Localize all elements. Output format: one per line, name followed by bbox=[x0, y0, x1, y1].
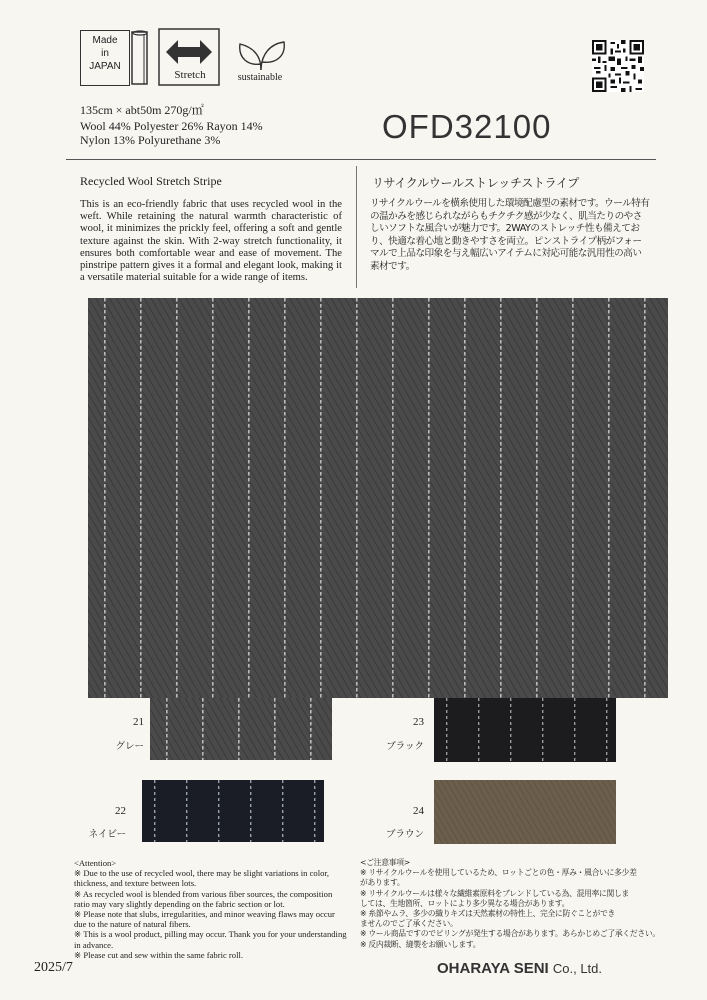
fabric-roll-icon bbox=[131, 30, 149, 86]
made-in-japan-badge bbox=[80, 30, 130, 86]
stretch-label: Stretch bbox=[174, 69, 206, 81]
composition-line-2: Nylon 13% Polyurethane 3% bbox=[80, 133, 221, 147]
company-logo bbox=[437, 960, 602, 977]
main-fabric-swatch bbox=[88, 298, 668, 698]
sustainable-label: sustainable bbox=[237, 72, 283, 83]
attention-en-line: ratio may vary slightly depending on the fabric section or lot. bbox=[74, 898, 285, 909]
attention-jp-line: ※ リサイクルウールは様々な繊維素原料をブレンドしている為、混用率に関しま bbox=[360, 888, 630, 898]
company-suffix: Co., Ltd. bbox=[552, 961, 603, 976]
attention-jp bbox=[360, 858, 660, 950]
attention-jp-line: ませんのでご了承ください。 bbox=[360, 919, 458, 929]
swatch-24-brown bbox=[434, 780, 616, 844]
composition-line-1: Wool 44% Polyester 26% Rayon 14% bbox=[80, 119, 263, 133]
made-in-line-2: in bbox=[101, 48, 109, 59]
attention-jp-line: ※ 反内裁断、縫製をお願いします。 bbox=[360, 939, 481, 949]
attention-en-line: in advance. bbox=[74, 939, 114, 950]
attention-en-line: ※ As recycled wool is blended from various fiber sources, the composition bbox=[74, 888, 333, 899]
attention-en-line: ※ Due to the use of recycled wool, there may be slight variations in color, bbox=[74, 868, 330, 879]
product-title-jp: リサイクルウールストレッチストライプ bbox=[372, 176, 580, 190]
made-in-line-3: JAPAN bbox=[89, 61, 121, 72]
attention-jp-line: ※ リサイクルウールを使用しているため、ロットごとの色・厚み・風合いに多少差 bbox=[360, 868, 637, 878]
swatch-22-name: ネイビー bbox=[88, 829, 126, 840]
attention-jp-heading: <ご注意事項> bbox=[360, 858, 410, 867]
product-code: OFD32100 bbox=[382, 108, 552, 145]
attention-en-line: ※ This is a wool product, pilling may occur. Thank you for your understanding bbox=[74, 929, 347, 940]
made-in-line-1: Made bbox=[92, 35, 118, 46]
column-divider bbox=[356, 166, 357, 288]
attention-en bbox=[74, 858, 347, 960]
header-divider bbox=[66, 159, 656, 160]
attention-en-line: thickness, and texture between lots. bbox=[74, 878, 197, 889]
attention-en-line: due to the nature of natural fibers. bbox=[74, 919, 191, 930]
swatch-21-number: 21 bbox=[133, 716, 144, 728]
swatch-22-number: 22 bbox=[115, 805, 126, 817]
attention-jp-line: ※ 糸節やムラ、多少の織りキズは天然素材の特性上、完全に防ぐことができ bbox=[360, 909, 616, 919]
swatch-23-black bbox=[434, 698, 616, 762]
attention-en-heading: <Attention> bbox=[74, 858, 117, 868]
swatch-23-number: 23 bbox=[413, 716, 424, 728]
swatch-21-name: グレー bbox=[115, 741, 144, 752]
fabric-size-weight: 135cm × abt50m 270g/㎡ bbox=[80, 103, 204, 117]
swatch-24-number: 24 bbox=[413, 805, 424, 817]
attention-en-line: ※ Please cut and sew within the same fabric roll. bbox=[74, 949, 244, 960]
attention-jp-line: があります。 bbox=[360, 878, 405, 888]
attention-en-line: ※ Please note that slubs, irregularities, and minor weaving flaws may occur bbox=[74, 909, 335, 920]
swatch-22-navy bbox=[142, 780, 324, 842]
attention-jp-line: ※ ウール商品ですのでピリングが発生する場合があります。あらかじめご了承ください。 bbox=[360, 929, 660, 939]
product-title-en: Recycled Wool Stretch Stripe bbox=[80, 174, 222, 188]
qr-code-icon bbox=[592, 40, 644, 92]
issue-date: 2025/7 bbox=[34, 960, 73, 975]
swatch-21-grey bbox=[150, 698, 332, 760]
description-en: This is an eco-friendly fabric that uses recycled wool in the weft. While retaining the natural warmth characteristic of wool, it minimizes the prickly feel, offering a soft and gentle texture against the skin. With 2-way stretch functionality, it ensures both comfortable wear and ease of movement. The pinstripe pattern gives it a formal and elegant look, making it a versatile material suitable for a wide range of items. bbox=[80, 199, 342, 284]
swatch-23-name: ブラック bbox=[386, 741, 424, 752]
company-name: OHARAYA SENI bbox=[437, 960, 549, 977]
swatch-24-name: ブラウン bbox=[385, 829, 424, 840]
description-jp: リサイクルウールを横糸使用した環境配慮型の素材です。ウール特有の温かみを感じられながらもチクチク感が少なく、肌当たりのやさしいソフトな風合いが魅力です。2WAYのストレッチ性も備えており、快適な着心地と動きやすさを両立。ピンストライプ柄がフォーマルで上品な印象を与え幅広いアイテムに対応可能な汎用性の高い素材です。 bbox=[370, 198, 650, 272]
attention-jp-line: しては、生地箇所、ロットにより多少異なる場合があります。 bbox=[360, 898, 570, 908]
